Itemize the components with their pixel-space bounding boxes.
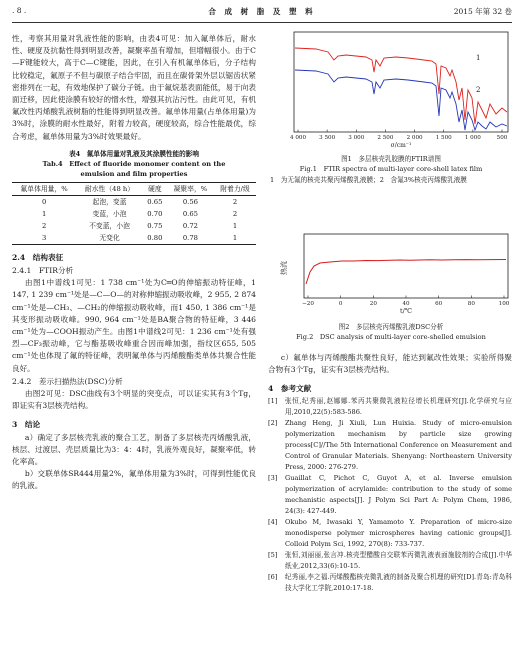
table-cell: 1	[41, 209, 47, 218]
table-cell: 2	[232, 209, 238, 218]
table-row	[12, 232, 256, 245]
table-header: 硬度	[143, 182, 167, 195]
ftir-x-axis-label: σ/cm⁻¹	[390, 142, 412, 148]
page-header	[12, 6, 512, 20]
reference-text: 纪秀丽,李之福.丙烯酸酯核壳微乳液的制备及聚合机理的研究[D].青岛:青岛科技大学化工学院,2010:17-18.	[285, 572, 512, 592]
reference-text: Guaillat C, Pichot C, Guyot A, et al. Inverse emulsion polymerization of acrylamide: contribution to the study of some mechanistic aspects[J]. J Polym Sci Part A: Polym Chem, 1986, 24(3): 427-449.	[285, 473, 512, 515]
conclusion-item: a）确定了多层核壳乳液的聚合工艺，制备了多层核壳丙烯酸乳液，核层、过渡层、壳层质量比为3：4：4时，乳液外观良好，凝聚率低，转化率高。	[12, 432, 256, 467]
tick-label: 500	[496, 135, 508, 141]
figure1-caption	[270, 154, 512, 185]
table-cell: 0.56	[182, 197, 198, 206]
dsc-x-axis-label: t/℃	[399, 307, 413, 314]
table-cell: 无变化	[76, 232, 143, 245]
table-header: 凝聚率，%	[167, 182, 214, 195]
tick-label: 1 500	[435, 135, 452, 141]
tick-label: 1 000	[464, 135, 481, 141]
figure2-dsc	[270, 232, 512, 314]
reference-text: Zhang Heng, Ji Xiuli, Lun Huixia. Study of micro-emulsion polymerization mechanism by particle size growing process[C]//The 5th International Conference on Measurement and Control of Granular Materials. Shenyang: Northeastern University Press, 2000: 276-279.	[285, 418, 512, 471]
dsc-y-axis-label: 热流	[280, 261, 288, 275]
reference-text: 张恒,刘丽丽,张言冲.核壳型醋酸自交联苯丙微乳液表面施胶剂的合成[J].中华纸业,2012,33(6):10-15.	[285, 550, 512, 570]
fig2-caption-en: Fig.2 DSC analysis of multi-layer core-shelled emulsion	[296, 333, 486, 341]
tick-label: 2 000	[406, 135, 423, 141]
dsc-x-ticks	[302, 296, 510, 308]
curve-2-label: 2	[476, 86, 481, 94]
reference-item	[268, 396, 512, 418]
table-row	[12, 220, 256, 232]
tick-label: 40	[402, 301, 410, 307]
table-cell: 0.75	[147, 221, 163, 230]
table-cell: 0.70	[147, 209, 163, 218]
table-cell: 1	[214, 232, 256, 245]
journal-issue: 2015 年第 32 卷	[453, 7, 512, 16]
tick-label: 2 500	[377, 135, 394, 141]
reference-item	[268, 418, 512, 473]
reference-item	[268, 572, 512, 594]
reference-number: [4]	[268, 517, 278, 526]
table-header: 氟单体用量，%	[12, 182, 76, 195]
reference-number: [2]	[268, 418, 278, 427]
reference-number: [6]	[268, 572, 278, 581]
body-paragraph: 由图2可见：DSC曲线有3个明显的突变点，可以证实其有3个Tg，即证实有3层核壳结构。	[12, 389, 256, 411]
table4-caption	[12, 149, 256, 179]
tick-label: 3 000	[348, 135, 365, 141]
conclusion-item: c）氟单体与丙烯酸酯共聚性良好，能达到氟改性效果；实验所得聚合物有3个Tg，证实有3层核壳结构。	[268, 353, 512, 375]
body-paragraph: 由图1中谱线1可见：1 738 cm⁻¹处为C═O的伸缩振动特征峰，1 147, 1 239 cm⁻¹处是—C—O—的对称伸缩振动吸收峰，2 955, 2 874 cm⁻¹处是—CH₃、—CH₂的伸缩振动吸收峰，而1 450, 1 386 cm⁻¹是其变形振动吸收峰。990, 964 cm⁻¹处是BA聚合物的特征峰，3 446 cm⁻¹处为—COOH振动产生。由图1中谱线2可见：1 236 cm⁻¹处有强烈—CF₃振动峰，它与酯基吸收峰重合因而峰加强，指纹区655, 505 cm⁻¹处也体现了氟的特征峰，表明氟单体与丙烯酸酯类单体共聚合性能良好。	[12, 278, 256, 373]
table-cell: 不变蓝，小泡	[89, 221, 130, 230]
table-cell: 0.65	[147, 197, 163, 206]
reference-number: [3]	[268, 473, 278, 482]
right-column	[268, 352, 512, 594]
figure2-caption	[270, 322, 512, 342]
table-cell: 0.65	[182, 209, 198, 218]
dsc-curve	[306, 260, 506, 285]
page-number: . 8 .	[12, 6, 27, 15]
tick-label: 100	[498, 301, 510, 307]
conclusion-item: b）交联单体SR444用量2%，氟单体用量为3%时，可得到性能优良的乳液。	[12, 469, 256, 491]
table-cell: 0.72	[182, 221, 198, 230]
table-cell: 0.80	[143, 232, 167, 245]
fig1-note: 1 为无氟的核壳共聚丙烯酸乳液膜；2 含氟3%核壳丙烯酸乳液膜	[270, 176, 467, 184]
table-row	[12, 208, 256, 220]
table4-title-cn: 表4 氟单体用量对乳液及其涂膜性能的影响	[69, 149, 199, 158]
tick-label: 4 000	[289, 135, 307, 141]
dsc-chart	[270, 232, 512, 314]
tick-label: 20	[369, 301, 377, 307]
fig2-caption-cn: 图2 多层核壳丙烯酸乳液DSC分析	[338, 323, 444, 331]
table-cell: 2	[232, 197, 238, 206]
journal-title: 合 成 树 脂 及 塑 料	[208, 7, 316, 16]
ftir-x-ticks	[290, 130, 508, 142]
table-cell: 3	[12, 232, 76, 245]
table4	[12, 182, 256, 245]
reference-item	[268, 517, 512, 550]
table-cell: 1	[232, 221, 238, 230]
ftir-chart	[276, 30, 512, 148]
table-header: 附着力/级	[214, 182, 256, 195]
curve-1-label: 1	[476, 54, 481, 62]
subsection-heading: 2.4.1 FTIR分析	[12, 266, 74, 276]
fig1-caption-cn: 图1 多层核壳乳胶膜的FTIR谱图	[341, 155, 441, 163]
tick-label: 60	[435, 301, 443, 307]
figure1-ftir	[276, 30, 512, 148]
dsc-plot-frame	[304, 234, 508, 298]
tick-label: −20	[302, 301, 314, 307]
left-column	[12, 33, 256, 493]
section-heading: 2.4 结构表征	[12, 252, 64, 262]
body-paragraph: 性，考察其用量对乳液性能的影响，由表4可见：加入氟单体后，耐水性、硬度及抗黏性得到明显改善，凝聚率虽有增加，但增幅很小。由于C—F键能较大，高于C—C键能，因此，在引入有机氟单体后，分子结构比较稳定，氟原子不但与碳原子结合牢固，而且在碳骨架外层以锯齿状紧密排列在一起，有效地保护了碳分子链。由于氟烷基表面能低，易于向表面迁移，因此使涂膜有较好的憎水性，增强其抗沾污性。由此可见，有机氟改性丙烯酸乳液树脂的性能得到明显改善。氟单体用量(占单体用量)为3%时，涂膜的耐水性最好，附着力较高，硬度较高，综合性能最优，综合考虑，氟单体用量为3%时效果最好。	[12, 34, 256, 141]
table-row	[12, 195, 256, 208]
table-cell: 起泡，变蓝	[92, 197, 127, 206]
table-cell: 2	[41, 221, 47, 230]
table4-title-en-2: emulsion and film properties	[80, 169, 188, 178]
fig1-caption-en: Fig.1 FTIR spectra of multi-layer core-shell latex film	[299, 165, 483, 173]
table-cell: 变蓝，小泡	[92, 209, 127, 218]
header-rule	[12, 22, 512, 23]
reference-list	[268, 396, 512, 594]
table4-title-en: Tab.4 Effect of fluoride monomer content on the	[42, 159, 226, 168]
table-header: 耐水性（48 h）	[76, 182, 143, 195]
reference-number: [5]	[268, 550, 278, 559]
reference-text: 张恒,纪秀丽,赵娜娜.苯丙共聚微乳液粒径增长机理研究[J].化学研究与应用,2010,22(5):583-586.	[285, 396, 512, 416]
table-cell: 0.78	[167, 232, 214, 245]
tick-label: 3 500	[319, 135, 336, 141]
section-heading: 3 结论	[12, 420, 41, 430]
reference-number: [1]	[268, 396, 278, 405]
tick-label: 0	[338, 301, 343, 307]
subsection-heading: 2.4.2 差示扫描热法(DSC)分析	[12, 376, 123, 386]
reference-item	[268, 550, 512, 572]
table-cell: 0	[41, 197, 47, 206]
references-heading: 4 参考文献	[268, 384, 312, 394]
tick-label: 80	[467, 301, 475, 307]
reference-text: Okubo M, Iwasaki Y, Yamamoto Y. Preparation of micro-size monodisperse polymer microspheres having cationic groups[J]. Colloid Polym Sci, 1992, 270(8): 733-737.	[285, 517, 512, 548]
reference-item	[268, 473, 512, 517]
